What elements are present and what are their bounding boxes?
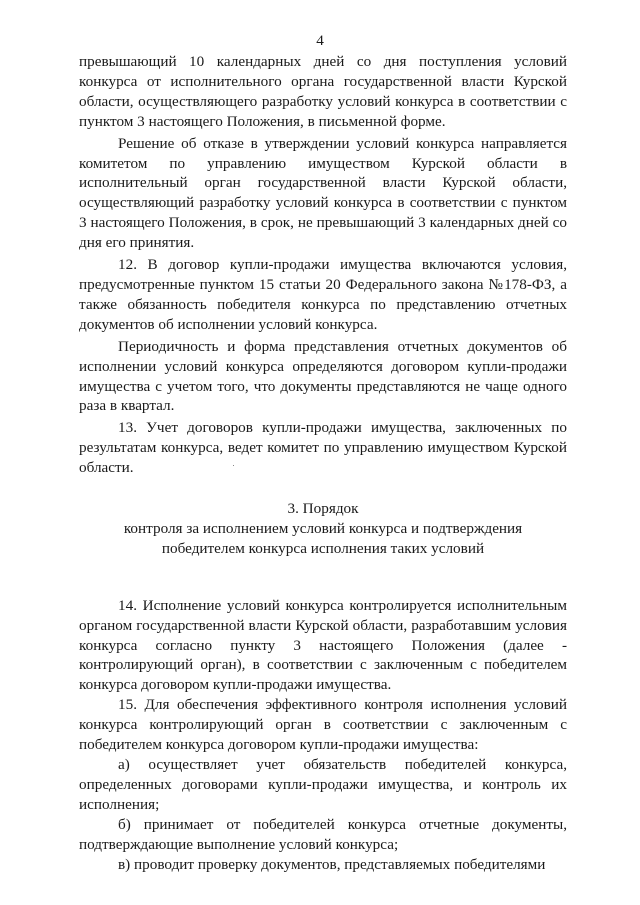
list-item: б) принимает от победителей конкурса отчетные документы, подтверждающие выполнение условий конкурса;	[79, 815, 567, 853]
section-title-line: победителем конкурса исполнения таких условий	[161, 539, 485, 557]
list-item: а) осуществляет учет обязательств победителей конкурса, определенных договорами купли-продажи имущества, и контроль их исполнения;	[79, 756, 567, 813]
paragraph: Периодичность и форма представления отчетных документов об исполнении условий конкурса определяются договором купли-продажи имущества с учетом того, что документы представляются не чаще одного раза в квартал.	[79, 337, 567, 415]
paragraph: 12. В договор купли-продажи имущества включаются условия, предусмотренные пунктом 15 статьи 20 Федерального закона №178-ФЗ, а также обязанность победителя конкурса по представлению отчетных документов об исполнении условий конкурса.	[79, 256, 567, 333]
section-number-title: 3. Порядок	[287, 500, 359, 518]
page-number: 4	[316, 32, 324, 49]
document-body	[79, 52, 567, 874]
list-item: в) проводит проверку документов, представляемых победителями	[118, 855, 546, 873]
paragraph: 13. Учет договоров купли-продажи имущества, заключенных по результатам конкурса, ведет комитет по управлению имуществом Курской области.	[79, 419, 567, 477]
paragraph: 14. Исполнение условий конкурса контролируется исполнительным органом государственной власти Курской области, разработавшим условия конкурса согласно пункту 3 настоящего Положения (далее - контролирующий орган), в соответствии с заключенным с победителем конкурса договором купли-продажи имущества.	[79, 596, 567, 694]
paragraph: Решение об отказе в утверждении условий конкурса направляется комитетом по управлению имуществом Курской области в исполнительный орган государственной власти Курской области, осуществляющий разработку условий конкурса в соответствии с пунктом 3 настоящего Положения, в срок, не превышающий 3 календарных дней со дня его принятия.	[79, 134, 567, 252]
paragraph: превышающий 10 календарных дней со дня поступления условий конкурса от исполнительного органа государственной власти Курской области, осуществляющего разработку условий конкурса в соответствии с пунктом 3 настоящего Положения, в письменной форме.	[79, 53, 567, 130]
section-title-line: контроля за исполнением условий конкурса и подтверждения	[123, 519, 523, 537]
paragraph: 15. Для обеспечения эффективного контроля исполнения условий конкурса контролирующий орган в соответствии с заключенным с победителем конкурса договором купли-продажи имущества:	[79, 696, 567, 754]
scan-speck	[233, 465, 234, 466]
